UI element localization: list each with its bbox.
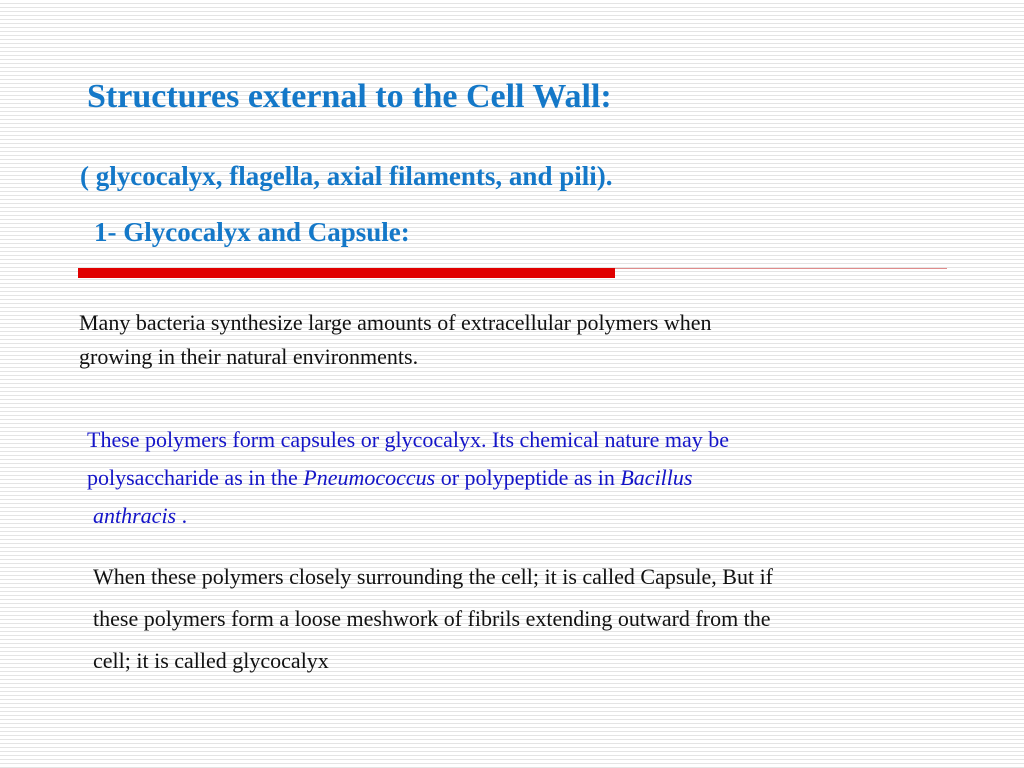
species-bacillus: Bacillus xyxy=(620,465,693,490)
paragraph-polymers-line-2a: polysaccharide as in the xyxy=(87,465,304,490)
slide-subtitle: ( glycocalyx, flagella, axial filaments, and pili). xyxy=(80,161,613,191)
divider-line xyxy=(615,268,947,269)
section-heading: 1- Glycocalyx and Capsule: xyxy=(94,217,410,247)
accent-bar xyxy=(78,268,615,278)
paragraph-intro xyxy=(79,306,711,374)
paragraph-polymers-line-2b: or polypeptide as in xyxy=(435,465,621,490)
slide-title: Structures external to the Cell Wall: xyxy=(87,78,612,115)
paragraph-capsule-line-3: cell; it is called glycocalyx xyxy=(93,648,329,673)
paragraph-polymers-line-3-end: . xyxy=(176,503,188,528)
paragraph-intro-line-1: Many bacteria synthesize large amounts of extracellular polymers when xyxy=(79,310,712,335)
paragraph-capsule-line-1: When these polymers closely surrounding the cell; it is called Capsule, But if xyxy=(93,564,774,589)
paragraph-capsule-line-2: these polymers form a loose meshwork of fibrils extending outward from the xyxy=(93,606,771,631)
species-anthracis: anthracis xyxy=(93,503,177,528)
paragraph-polymers-line-1: These polymers form capsules or glycocalyx. Its chemical nature may be xyxy=(87,427,730,452)
paragraph-intro-line-2: growing in their natural environments. xyxy=(79,344,419,369)
paragraph-capsule-definition xyxy=(93,556,773,682)
paragraph-polymers xyxy=(87,421,729,535)
species-pneumococcus: Pneumococcus xyxy=(303,465,436,490)
